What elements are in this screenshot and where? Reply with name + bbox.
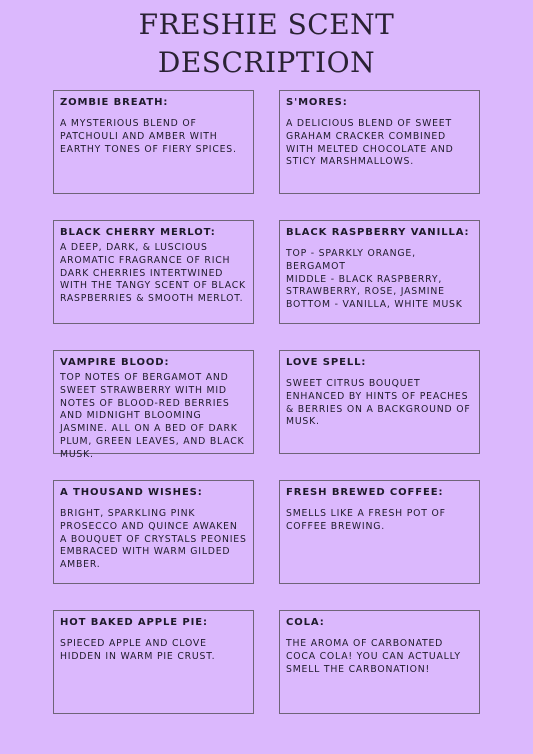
scent-description: TOP NOTES OF BERGAMOT AND SWEET STRAWBERRY WITH MID NOTES OF BLOOD-RED BERRIES AND MIDNIGHT BLOOMING JASMINE. ALL ON A BED OF DARK PLUM, GREEN LEAVES, AND BLACK MUSK. <box>60 372 245 460</box>
scent-description: SWEET CITRUS BOUQUET ENHANCED BY HINTS OF PEACHES & BERRIES ON A BACKGROUND OF MUSK. <box>286 378 471 428</box>
scent-card-black-cherry-merlot <box>53 220 254 324</box>
title-line-1: FRESHIE SCENT <box>138 8 395 41</box>
scent-card-fresh-brewed-coffee <box>279 480 480 584</box>
scent-card-love-spell <box>279 350 480 454</box>
scent-name: ZOMBIE BREATH: <box>60 97 169 108</box>
scent-card-hot-baked-apple-pie <box>53 610 254 714</box>
scent-name: FRESH BREWED COFFEE: <box>286 487 444 498</box>
scent-name: S'MORES: <box>286 97 348 108</box>
scent-description: A DELICIOUS BLEND OF SWEET GRAHAM CRACKER COMBINED WITH MELTED CHOCOLATE AND STICY MARSHMALLOWS. <box>286 118 454 168</box>
scent-card-black-raspberry-vanilla <box>279 220 480 324</box>
scent-name: VAMPIRE BLOOD: <box>60 357 170 368</box>
scent-name: BLACK CHERRY MERLOT: <box>60 227 216 238</box>
scent-name: BLACK RASPBERRY VANILLA: <box>286 227 470 238</box>
scent-card-vampire-blood <box>53 350 254 460</box>
scent-description: TOP - SPARKLY ORANGE, BERGAMOT MIDDLE - BLACK RASPBERRY, STRAWBERRY, ROSE, JASMINE BOTTOM - VANILLA, WHITE MUSK <box>286 248 463 311</box>
scent-description: BRIGHT, SPARKLING PINK PROSECCO AND QUINCE AWAKEN A BOUQUET OF CRYSTALS PEONIES EMBRACED WITH WARM GILDED AMBER. <box>60 508 247 571</box>
page-title <box>0 6 533 82</box>
scent-card-zombie-breath <box>53 90 254 194</box>
title-line-2: DESCRIPTION <box>157 46 376 79</box>
scent-card-smores <box>279 90 480 194</box>
scent-description: A DEEP, DARK, & LUSCIOUS AROMATIC FRAGRANCE OF RICH DARK CHERRIES INTERTWINED WITH THE TANGY SCENT OF BLACK RASPBERRIES & SMOOTH MERLOT. <box>60 242 246 305</box>
scent-name: LOVE SPELL: <box>286 357 367 368</box>
scent-card-cola <box>279 610 480 714</box>
scent-card-a-thousand-wishes <box>53 480 254 584</box>
scent-description: A MYSTERIOUS BLEND OF PATCHOULI AND AMBER WITH EARTHY TONES OF FIERY SPICES. <box>60 118 237 155</box>
scent-description: THE AROMA OF CARBONATED COCA COLA! YOU CAN ACTUALLY SMELL THE CARBONATION! <box>286 638 461 675</box>
scent-name: HOT BAKED APPLE PIE: <box>60 617 208 628</box>
scent-name: A THOUSAND WISHES: <box>60 487 203 498</box>
scent-description: SPIECED APPLE AND CLOVE HIDDEN IN WARM PIE CRUST. <box>60 638 216 662</box>
scent-description: SMELLS LIKE A FRESH POT OF COFFEE BREWING. <box>286 508 446 532</box>
scent-name: COLA: <box>286 617 325 628</box>
